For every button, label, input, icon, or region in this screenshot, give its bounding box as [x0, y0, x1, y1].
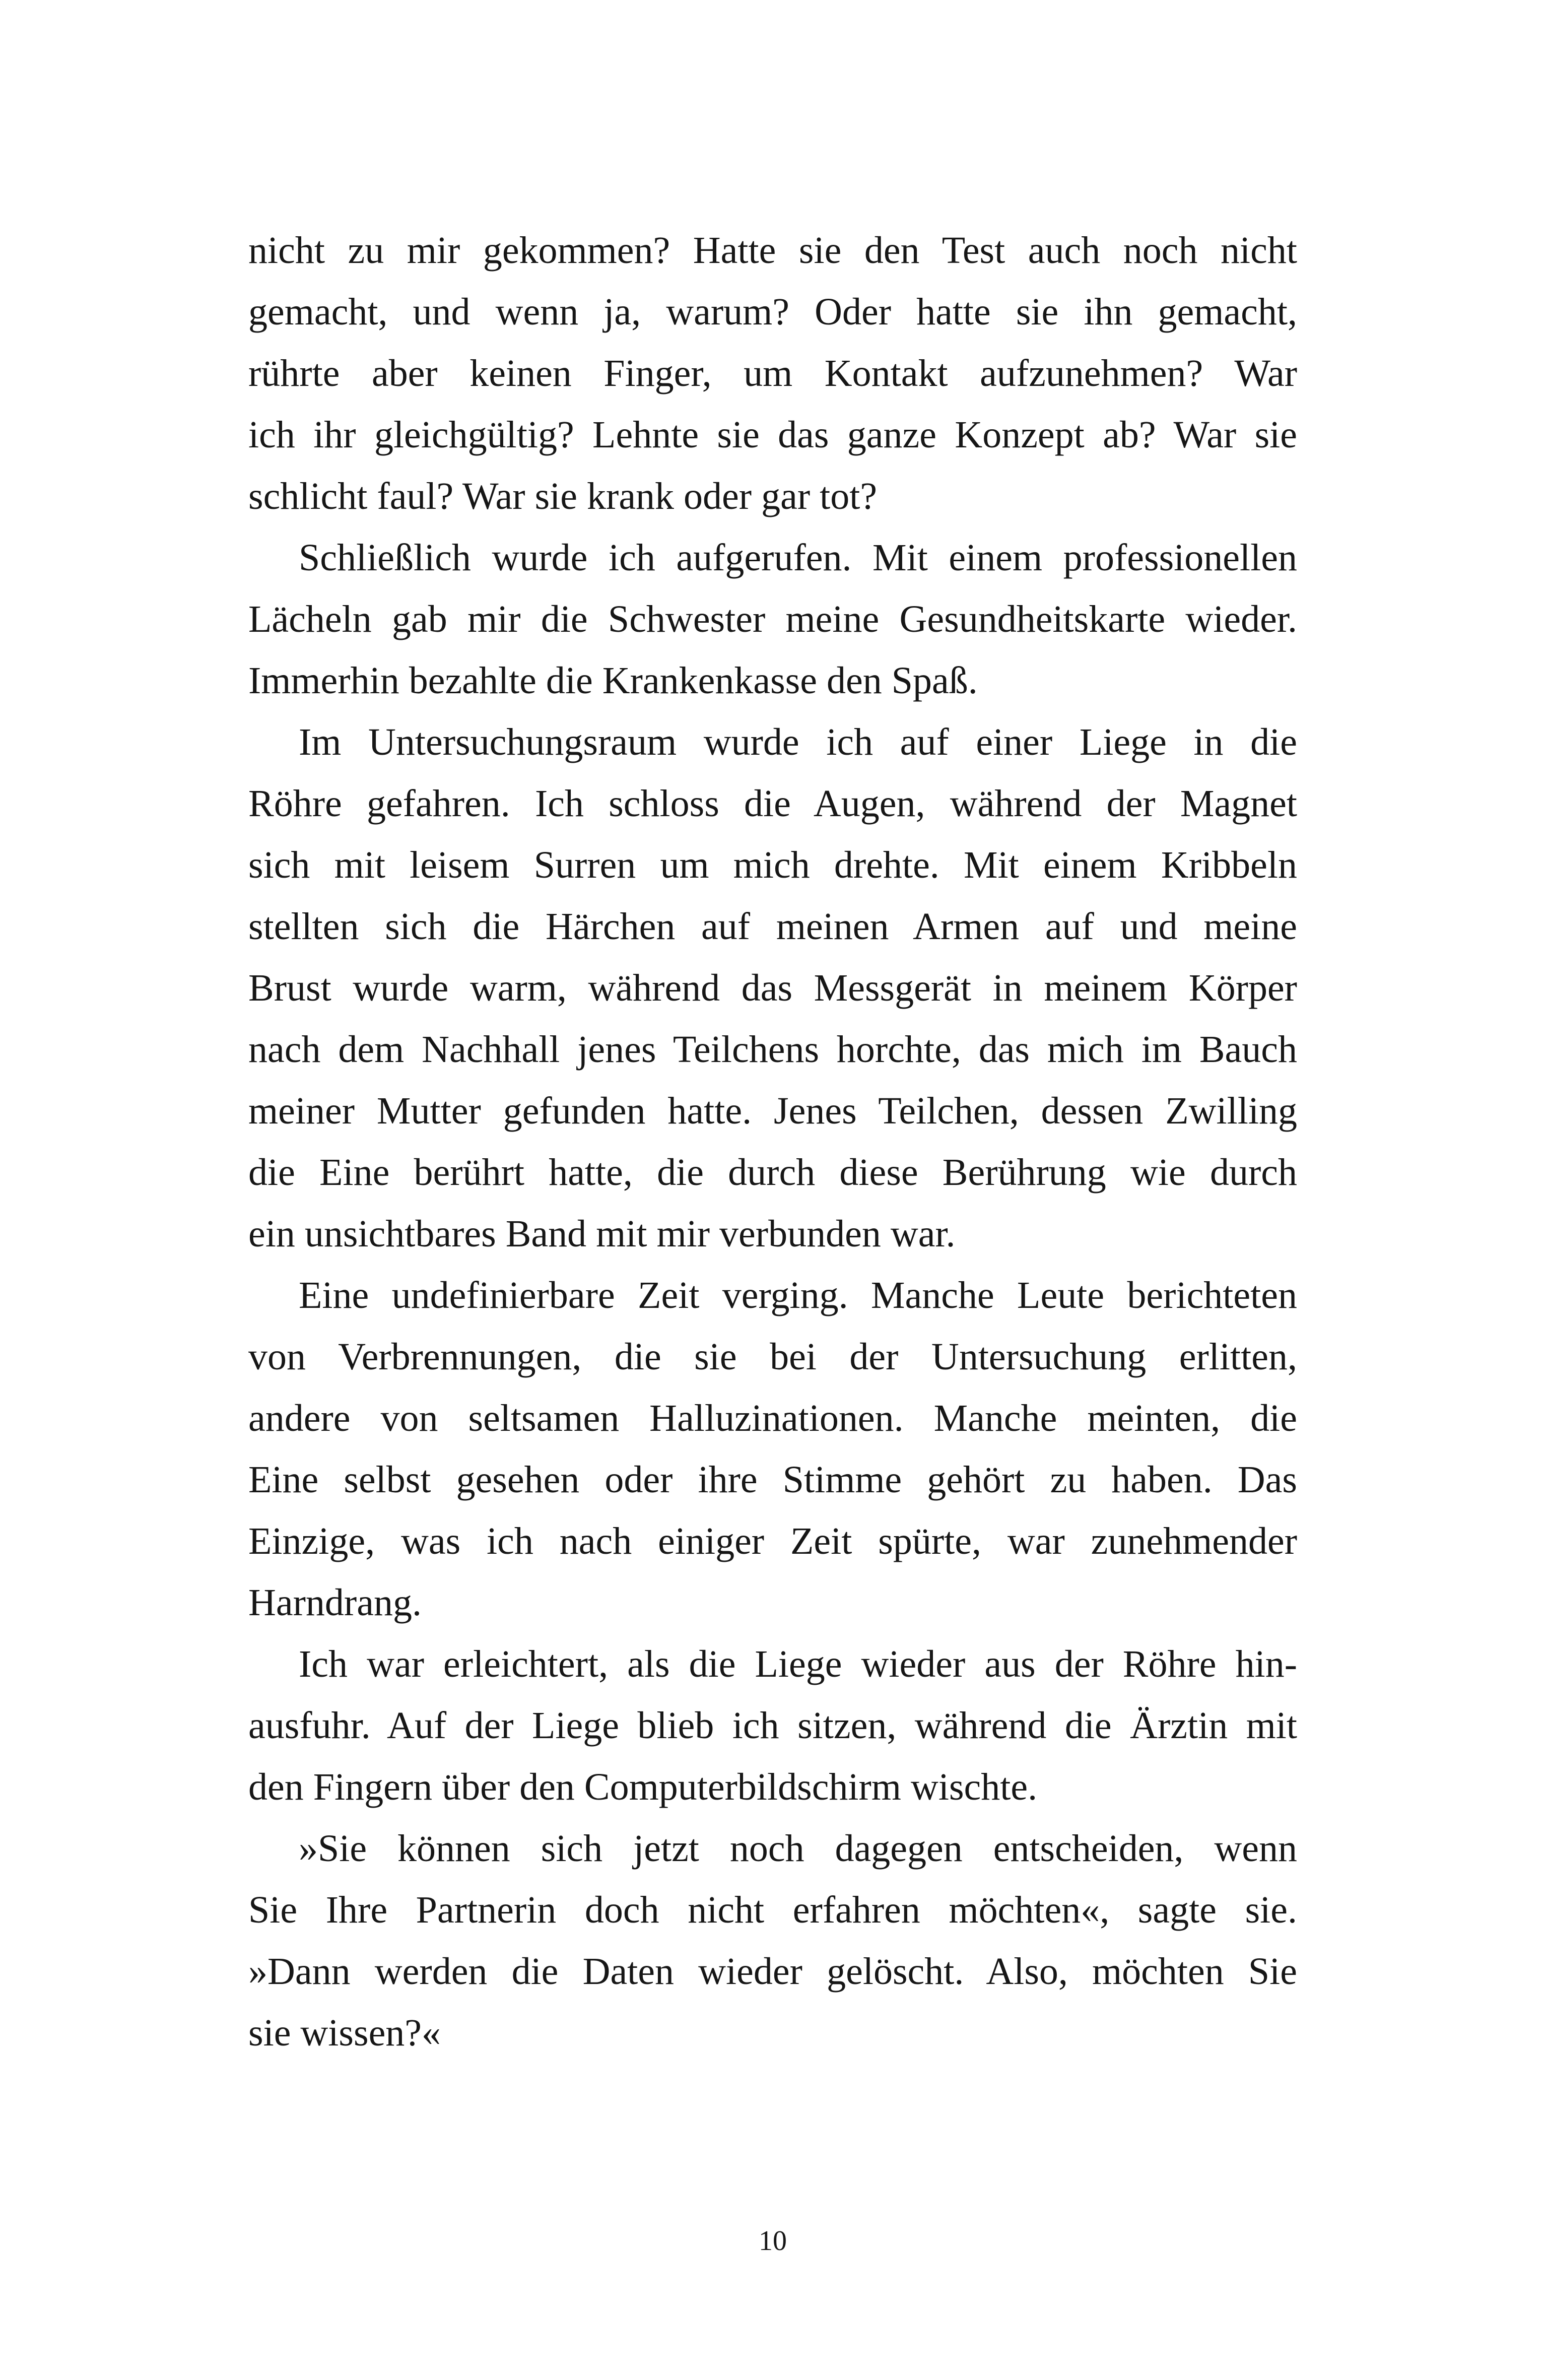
text-line: meiner Mutter gefunden hatte. Jenes Teilchen, dessen Zwilling	[248, 1090, 1297, 1132]
text-line: den Fingern über den Computerbildschirm wischte.	[248, 1766, 1038, 1808]
text-line: sich mit leisem Surren um mich drehte. Mit einem Kribbeln	[248, 844, 1297, 886]
text-line: Lächeln gab mir die Schwester meine Gesundheitskarte wieder.	[248, 598, 1297, 640]
text-line: die Eine berührt hatte, die durch diese Berührung wie durch	[248, 1151, 1297, 1194]
text-line: Harndrang.	[248, 1581, 422, 1624]
text-line: Eine undefinierbare Zeit verging. Manche Leute berichteten	[299, 1274, 1297, 1316]
text-line: nach dem Nachhall jenes Teilchens horchte, das mich im Bauch	[248, 1028, 1297, 1071]
page-number: 10	[759, 2225, 787, 2257]
text-line: rührte aber keinen Finger, um Kontakt aufzunehmen? War	[248, 352, 1297, 394]
text-line: Eine selbst gesehen oder ihre Stimme gehört zu haben. Das	[248, 1459, 1297, 1501]
text-line: ein unsichtbares Band mit mir verbunden war.	[248, 1213, 956, 1255]
text-line: ich ihr gleichgültig? Lehnte sie das ganze Konzept ab? War sie	[248, 414, 1297, 456]
text-column	[248, 220, 1297, 2064]
text-line: stellten sich die Härchen auf meinen Armen auf und meine	[248, 905, 1297, 948]
text-line: Röhre gefahren. Ich schloss die Augen, während der Magnet	[248, 782, 1297, 825]
text-line: Sie Ihre Partnerin doch nicht erfahren möchten«, sagte sie.	[248, 1889, 1297, 1931]
paragraph	[248, 220, 1297, 527]
paragraph	[248, 1265, 1297, 1633]
paragraph	[248, 1818, 1297, 2064]
text-line: Ich war erleichtert, als die Liege wieder aus der Röhre hin-	[299, 1643, 1297, 1685]
text-line: von Verbrennungen, die sie bei der Untersuchung erlitten,	[248, 1336, 1297, 1378]
text-line: gemacht, und wenn ja, warum? Oder hatte sie ihn gemacht,	[248, 291, 1297, 333]
text-line: »Dann werden die Daten wieder gelöscht. Also, möchten Sie	[248, 1950, 1297, 1993]
text-line: nicht zu mir gekommen? Hatte sie den Test auch noch nicht	[248, 229, 1297, 272]
text-line: Im Untersuchungsraum wurde ich auf einer Liege in die	[299, 721, 1297, 763]
text-line: »Sie können sich jetzt noch dagegen entscheiden, wenn	[299, 1827, 1297, 1870]
paragraph	[248, 527, 1297, 711]
paragraph	[248, 711, 1297, 1265]
text-line: sie wissen?«	[248, 2012, 441, 2054]
text-line: Immerhin bezahlte die Krankenkasse den Spaß.	[248, 659, 978, 702]
text-line: Schließlich wurde ich aufgerufen. Mit einem professionellen	[299, 537, 1297, 579]
text-line: Einzige, was ich nach einiger Zeit spürte, war zunehmender	[248, 1520, 1297, 1562]
text-line: Brust wurde warm, während das Messgerät in meinem Körper	[248, 967, 1297, 1009]
text-line: schlicht faul? War sie krank oder gar tot?	[248, 475, 878, 517]
text-line: andere von seltsamen Halluzinationen. Manche meinten, die	[248, 1397, 1297, 1439]
text-line: ausfuhr. Auf der Liege blieb ich sitzen, während die Ärztin mit	[248, 1704, 1297, 1747]
paragraph	[248, 1633, 1297, 1818]
